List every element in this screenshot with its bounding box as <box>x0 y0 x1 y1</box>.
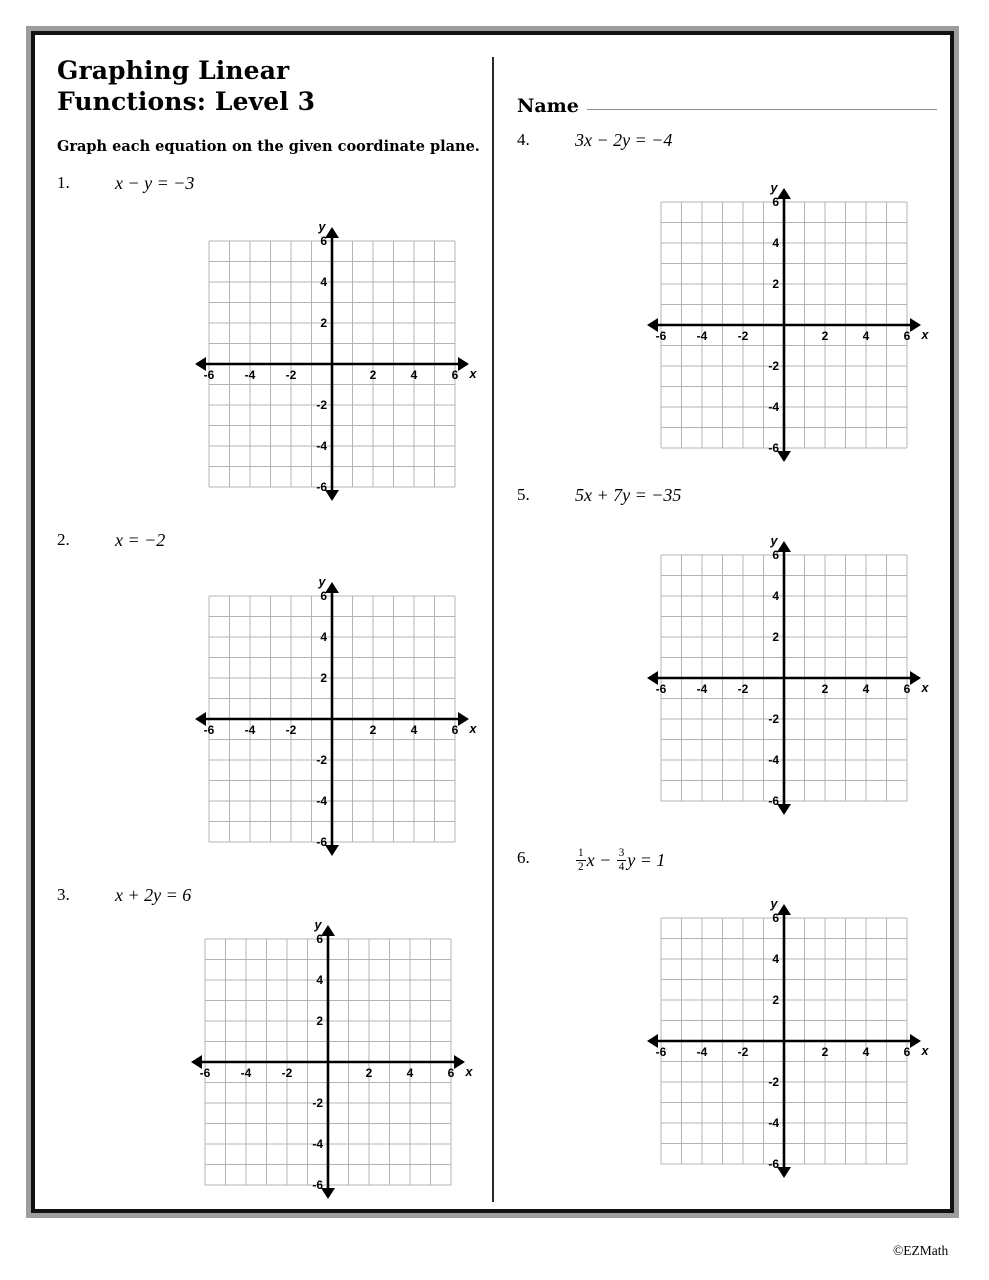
svg-text:2: 2 <box>320 316 327 330</box>
problem-2 <box>57 530 497 556</box>
svg-text:6: 6 <box>447 1066 455 1080</box>
problem-statement <box>517 485 957 511</box>
name-label: Name <box>517 95 579 117</box>
fraction: $\frac{3}{4}$ <box>618 847 625 874</box>
svg-text:2: 2 <box>365 1066 373 1080</box>
problem-number: 1. <box>57 173 70 192</box>
coordinate-plane-1[interactable] <box>185 217 479 511</box>
svg-text:-6: -6 <box>316 480 327 494</box>
svg-text:y: y <box>318 220 326 234</box>
problem-equation: x − y = −3 <box>115 173 195 193</box>
page-title-line-2: Functions: Level 3 <box>57 87 316 116</box>
problem-number: 2. <box>57 530 70 549</box>
name-field-group <box>517 95 937 117</box>
svg-text:-2: -2 <box>768 712 779 726</box>
svg-text:x: x <box>469 722 477 736</box>
svg-text:-2: -2 <box>285 368 297 382</box>
svg-text:-6: -6 <box>655 682 667 696</box>
svg-text:-2: -2 <box>768 359 779 373</box>
graph-area-1[interactable] <box>185 217 479 511</box>
svg-text:-4: -4 <box>768 400 779 414</box>
svg-text:-4: -4 <box>768 753 779 767</box>
graph-area-2[interactable] <box>185 572 479 866</box>
coordinate-plane-4[interactable] <box>637 178 931 472</box>
problem-4 <box>517 130 957 156</box>
svg-text:4: 4 <box>410 368 418 382</box>
axis-names <box>314 918 474 1079</box>
coordinate-plane-5[interactable] <box>637 531 931 825</box>
axis-names <box>318 575 478 736</box>
graph-area-6[interactable] <box>637 894 931 1188</box>
svg-text:2: 2 <box>369 723 377 737</box>
svg-text:-4: -4 <box>696 1045 708 1059</box>
svg-text:-6: -6 <box>655 329 667 343</box>
svg-text:x: x <box>921 1044 929 1058</box>
problem-equation: x + 2y = 6 <box>115 885 192 905</box>
svg-text:2: 2 <box>821 1045 829 1059</box>
column-divider <box>492 57 494 1202</box>
problem-1 <box>57 173 497 199</box>
svg-text:2: 2 <box>821 329 829 343</box>
svg-text:6: 6 <box>451 368 459 382</box>
svg-text:6: 6 <box>772 195 779 209</box>
svg-text:-6: -6 <box>203 723 215 737</box>
axes <box>195 227 469 501</box>
problem-6 <box>517 848 957 874</box>
svg-text:-2: -2 <box>316 398 327 412</box>
svg-text:2: 2 <box>821 682 829 696</box>
svg-text:-2: -2 <box>316 753 327 767</box>
svg-text:-2: -2 <box>737 682 749 696</box>
fraction: $\frac{1}{2}$ <box>578 847 584 874</box>
svg-text:4: 4 <box>406 1066 414 1080</box>
svg-text:6: 6 <box>903 682 911 696</box>
problem-statement <box>517 130 957 156</box>
name-input-line[interactable] <box>587 108 937 110</box>
svg-text:4: 4 <box>410 723 418 737</box>
svg-text:4: 4 <box>772 589 779 603</box>
svg-text:6: 6 <box>451 723 459 737</box>
svg-text:4: 4 <box>862 329 870 343</box>
problem-number: 3. <box>57 885 70 904</box>
svg-text:y: y <box>770 181 778 195</box>
svg-text:y: y <box>314 918 322 932</box>
axes <box>647 541 921 815</box>
svg-text:-2: -2 <box>768 1075 779 1089</box>
svg-text:-4: -4 <box>240 1066 252 1080</box>
svg-text:-6: -6 <box>199 1066 211 1080</box>
svg-text:2: 2 <box>772 630 779 644</box>
svg-text:2: 2 <box>316 1014 323 1028</box>
svg-text:6: 6 <box>320 234 327 248</box>
problem-equation: 5x + 7y = −35 <box>575 485 682 505</box>
svg-text:-6: -6 <box>312 1178 323 1192</box>
problem-3 <box>57 885 497 911</box>
svg-text:x: x <box>469 367 477 381</box>
svg-text:-6: -6 <box>203 368 215 382</box>
axis-names <box>770 181 930 342</box>
problem-equation: 3x − 2y = −4 <box>575 130 673 150</box>
axes <box>647 904 921 1178</box>
axis-names <box>770 897 930 1058</box>
svg-text:6: 6 <box>903 329 911 343</box>
svg-text:4: 4 <box>320 275 327 289</box>
svg-text:-6: -6 <box>655 1045 667 1059</box>
page-title-line-1: Graphing Linear <box>57 56 290 85</box>
svg-text:x: x <box>921 681 929 695</box>
svg-text:2: 2 <box>320 671 327 685</box>
page-title <box>57 55 477 117</box>
svg-text:2: 2 <box>772 993 779 1007</box>
svg-text:-4: -4 <box>316 794 327 808</box>
axes <box>195 582 469 856</box>
svg-text:-2: -2 <box>281 1066 293 1080</box>
coordinate-plane-2[interactable] <box>185 572 479 866</box>
svg-text:y: y <box>318 575 326 589</box>
problem-number: 5. <box>517 485 530 504</box>
svg-text:-6: -6 <box>768 441 779 455</box>
coordinate-plane-3[interactable] <box>181 915 475 1209</box>
worksheet-sheet <box>35 35 958 1225</box>
problem-equation: x = −2 <box>115 530 166 550</box>
axes <box>191 925 465 1199</box>
footer-credit: ©EZMath <box>893 1243 949 1258</box>
svg-text:4: 4 <box>772 952 779 966</box>
svg-text:6: 6 <box>316 932 323 946</box>
axis-names <box>318 220 478 381</box>
svg-text:4: 4 <box>316 973 323 987</box>
svg-text:4: 4 <box>862 682 870 696</box>
problem-number: 4. <box>517 130 530 149</box>
svg-text:-4: -4 <box>312 1137 323 1151</box>
axis-names <box>770 534 930 695</box>
svg-text:-6: -6 <box>316 835 327 849</box>
graph-area-4[interactable] <box>637 178 931 472</box>
svg-text:x: x <box>921 328 929 342</box>
problem-equation: $\frac{1}{2}$ x − $\frac{3}{4}$ y = 1 <box>578 847 666 874</box>
svg-text:-4: -4 <box>696 329 708 343</box>
svg-text:-6: -6 <box>768 794 779 808</box>
svg-text:2: 2 <box>772 277 779 291</box>
svg-text:-4: -4 <box>696 682 708 696</box>
svg-text:-4: -4 <box>316 439 327 453</box>
svg-text:-6: -6 <box>768 1157 779 1171</box>
svg-text:-4: -4 <box>768 1116 779 1130</box>
coordinate-plane-6[interactable] <box>637 894 931 1188</box>
svg-text:-4: -4 <box>244 723 256 737</box>
problem-5 <box>517 485 957 511</box>
axes <box>647 188 921 462</box>
svg-text:-2: -2 <box>285 723 297 737</box>
svg-text:6: 6 <box>772 548 779 562</box>
svg-text:4: 4 <box>320 630 327 644</box>
svg-text:-2: -2 <box>737 329 749 343</box>
svg-text:6: 6 <box>772 911 779 925</box>
svg-text:-2: -2 <box>737 1045 749 1059</box>
svg-text:4: 4 <box>772 236 779 250</box>
graph-area-5[interactable] <box>637 531 931 825</box>
svg-text:-2: -2 <box>312 1096 323 1110</box>
problem-statement <box>57 173 497 199</box>
svg-text:-4: -4 <box>244 368 256 382</box>
problem-number: 6. <box>517 848 530 867</box>
svg-text:x: x <box>465 1065 473 1079</box>
svg-text:y: y <box>770 534 778 548</box>
svg-text:6: 6 <box>320 589 327 603</box>
svg-text:4: 4 <box>862 1045 870 1059</box>
problem-statement <box>517 848 957 874</box>
svg-text:y: y <box>770 897 778 911</box>
instruction-text: Graph each equation on the given coordinate plane. <box>57 138 480 155</box>
problem-statement <box>57 885 497 911</box>
problem-statement <box>57 530 497 556</box>
svg-text:6: 6 <box>903 1045 911 1059</box>
graph-area-3[interactable] <box>181 915 475 1209</box>
svg-text:2: 2 <box>369 368 377 382</box>
